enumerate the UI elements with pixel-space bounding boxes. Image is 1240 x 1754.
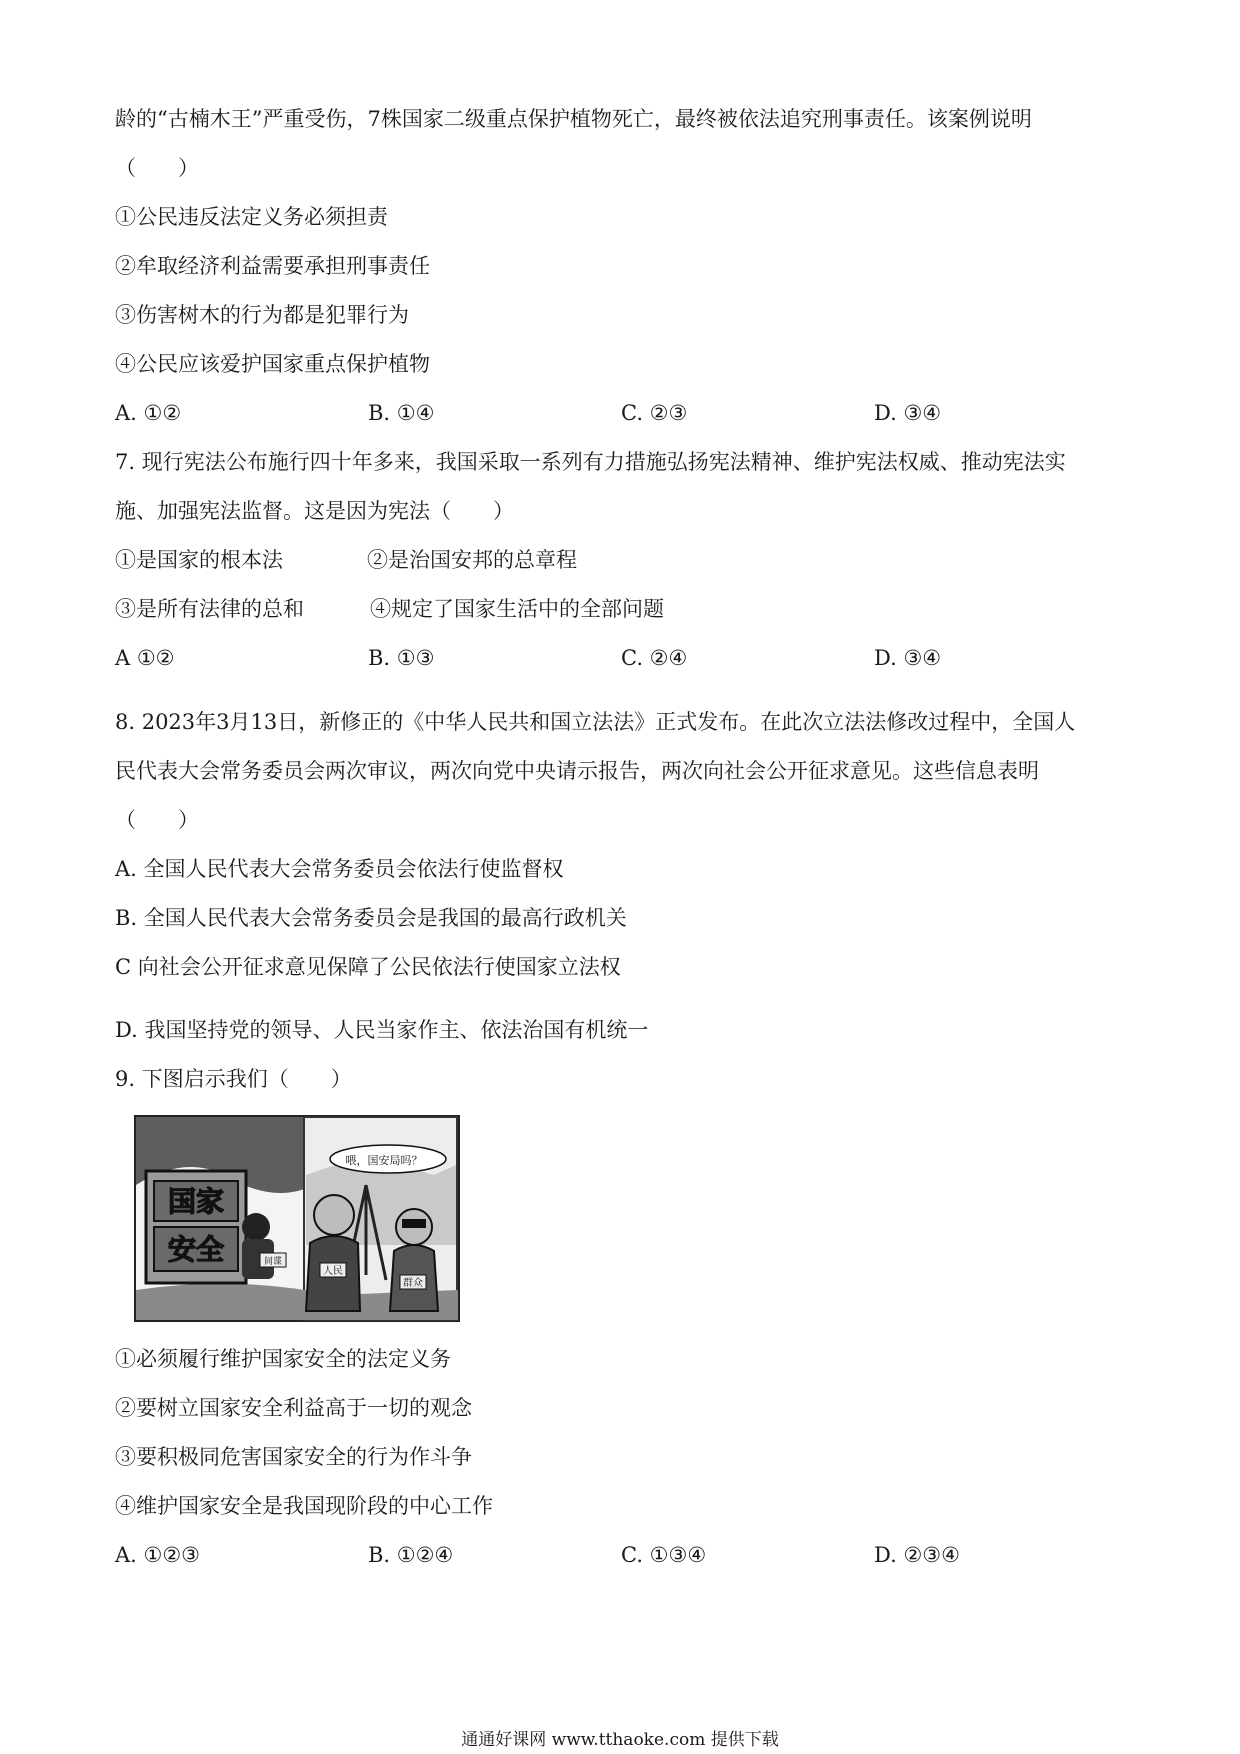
q6-option-d[interactable]: D. ③④ xyxy=(874,401,942,425)
cartoon-sign-bottom: 安全 xyxy=(167,1233,225,1266)
q8-stem-line2: 民代表大会常务委员会两次审议，两次向党中央请示报告，两次向社会公开征求意见。这些信息表明 xyxy=(115,759,1039,783)
q9-option-a[interactable]: A. ①②③ xyxy=(115,1543,200,1567)
q7-option-b[interactable]: B. ①③ xyxy=(368,646,435,670)
q6-statement-4: ④公民应该爱护国家重点保护植物 xyxy=(115,352,430,376)
q6-statement-1: ①公民违反法定义务必须担责 xyxy=(115,205,388,229)
q7-statement-4: ④规定了国家生活中的全部问题 xyxy=(370,597,664,621)
cartoon-tag-right: 群众 xyxy=(403,1278,423,1289)
q8-option-b[interactable]: B. 全国人民代表大会常务委员会是我国的最高行政机关 xyxy=(115,906,627,930)
q7-statement-1: ①是国家的根本法 xyxy=(115,548,283,572)
q8-option-a[interactable]: A. 全国人民代表大会常务委员会依法行使监督权 xyxy=(115,857,564,881)
q9-statement-4: ④维护国家安全是我国现阶段的中心工作 xyxy=(115,1494,493,1518)
q6-option-a[interactable]: A. ①② xyxy=(115,401,182,425)
q7-options xyxy=(115,645,1115,671)
q7-statement-2: ②是治国安邦的总章程 xyxy=(367,548,577,572)
cartoon-sign-top: 国家 xyxy=(167,1185,225,1218)
q9-statement-3: ③要积极同危害国家安全的行为作斗争 xyxy=(115,1445,472,1469)
q6-options xyxy=(115,400,1115,426)
q7-statement-3: ③是所有法律的总和 xyxy=(115,597,304,621)
q9-option-c[interactable]: C. ①③④ xyxy=(621,1543,707,1567)
q9-stem: 9. 下图启示我们（ ） xyxy=(115,1067,352,1091)
q8-stem-line3: （ ） xyxy=(115,808,199,832)
q8-option-c[interactable]: C 向社会公开征求意见保障了公民依法行使国家立法权 xyxy=(115,955,621,979)
q9-option-b[interactable]: B. ①②④ xyxy=(368,1543,454,1567)
q9-statement-2: ②要树立国家安全利益高于一切的观念 xyxy=(115,1396,472,1420)
q7-option-d[interactable]: D. ③④ xyxy=(874,646,942,670)
q8-option-d[interactable]: D. 我国坚持党的领导、人民当家作主、依法治国有机统一 xyxy=(115,1018,649,1042)
cartoon-tag-left: 人民 xyxy=(323,1266,343,1277)
page-footer: 通通好课网 www.tthaoke.com 提供下载 xyxy=(461,1730,779,1750)
q9-option-d[interactable]: D. ②③④ xyxy=(874,1543,960,1567)
national-security-cartoon xyxy=(134,1115,460,1322)
cartoon-tag-small: 间谍 xyxy=(263,1257,283,1267)
q7-option-a[interactable]: A ①② xyxy=(115,646,175,670)
q8-stem-line1: 8. 2023年3月13日，新修正的《中华人民共和国立法法》正式发布。在此次立法法修改过程中，全国人 xyxy=(115,710,1076,734)
q6-option-b[interactable]: B. ①④ xyxy=(368,401,435,425)
q9-options xyxy=(115,1542,1115,1568)
q6-stem-line1: 龄的“古楠木王”严重受伤，7株国家二级重点保护植物死亡，最终被依法追究刑事责任。该案例说明 xyxy=(115,107,1032,131)
q7-stem-line2: 施、加强宪法监督。这是因为宪法（ ） xyxy=(115,499,514,523)
q9-statement-1: ①必须履行维护国家安全的法定义务 xyxy=(115,1347,451,1371)
q6-statement-2: ②牟取经济利益需要承担刑事责任 xyxy=(115,254,430,278)
q6-stem-line2: （ ） xyxy=(115,156,199,180)
q6-option-c[interactable]: C. ②③ xyxy=(621,401,688,425)
q6-statement-3: ③伤害树木的行为都是犯罪行为 xyxy=(115,303,409,327)
q7-option-c[interactable]: C. ②④ xyxy=(621,646,688,670)
q7-stem-line1: 7. 现行宪法公布施行四十年多来，我国采取一系列有力措施弘扬宪法精神、维护宪法权威、推动宪法实 xyxy=(115,450,1066,474)
cartoon-speech: 喂，国安局吗？ xyxy=(345,1154,423,1167)
